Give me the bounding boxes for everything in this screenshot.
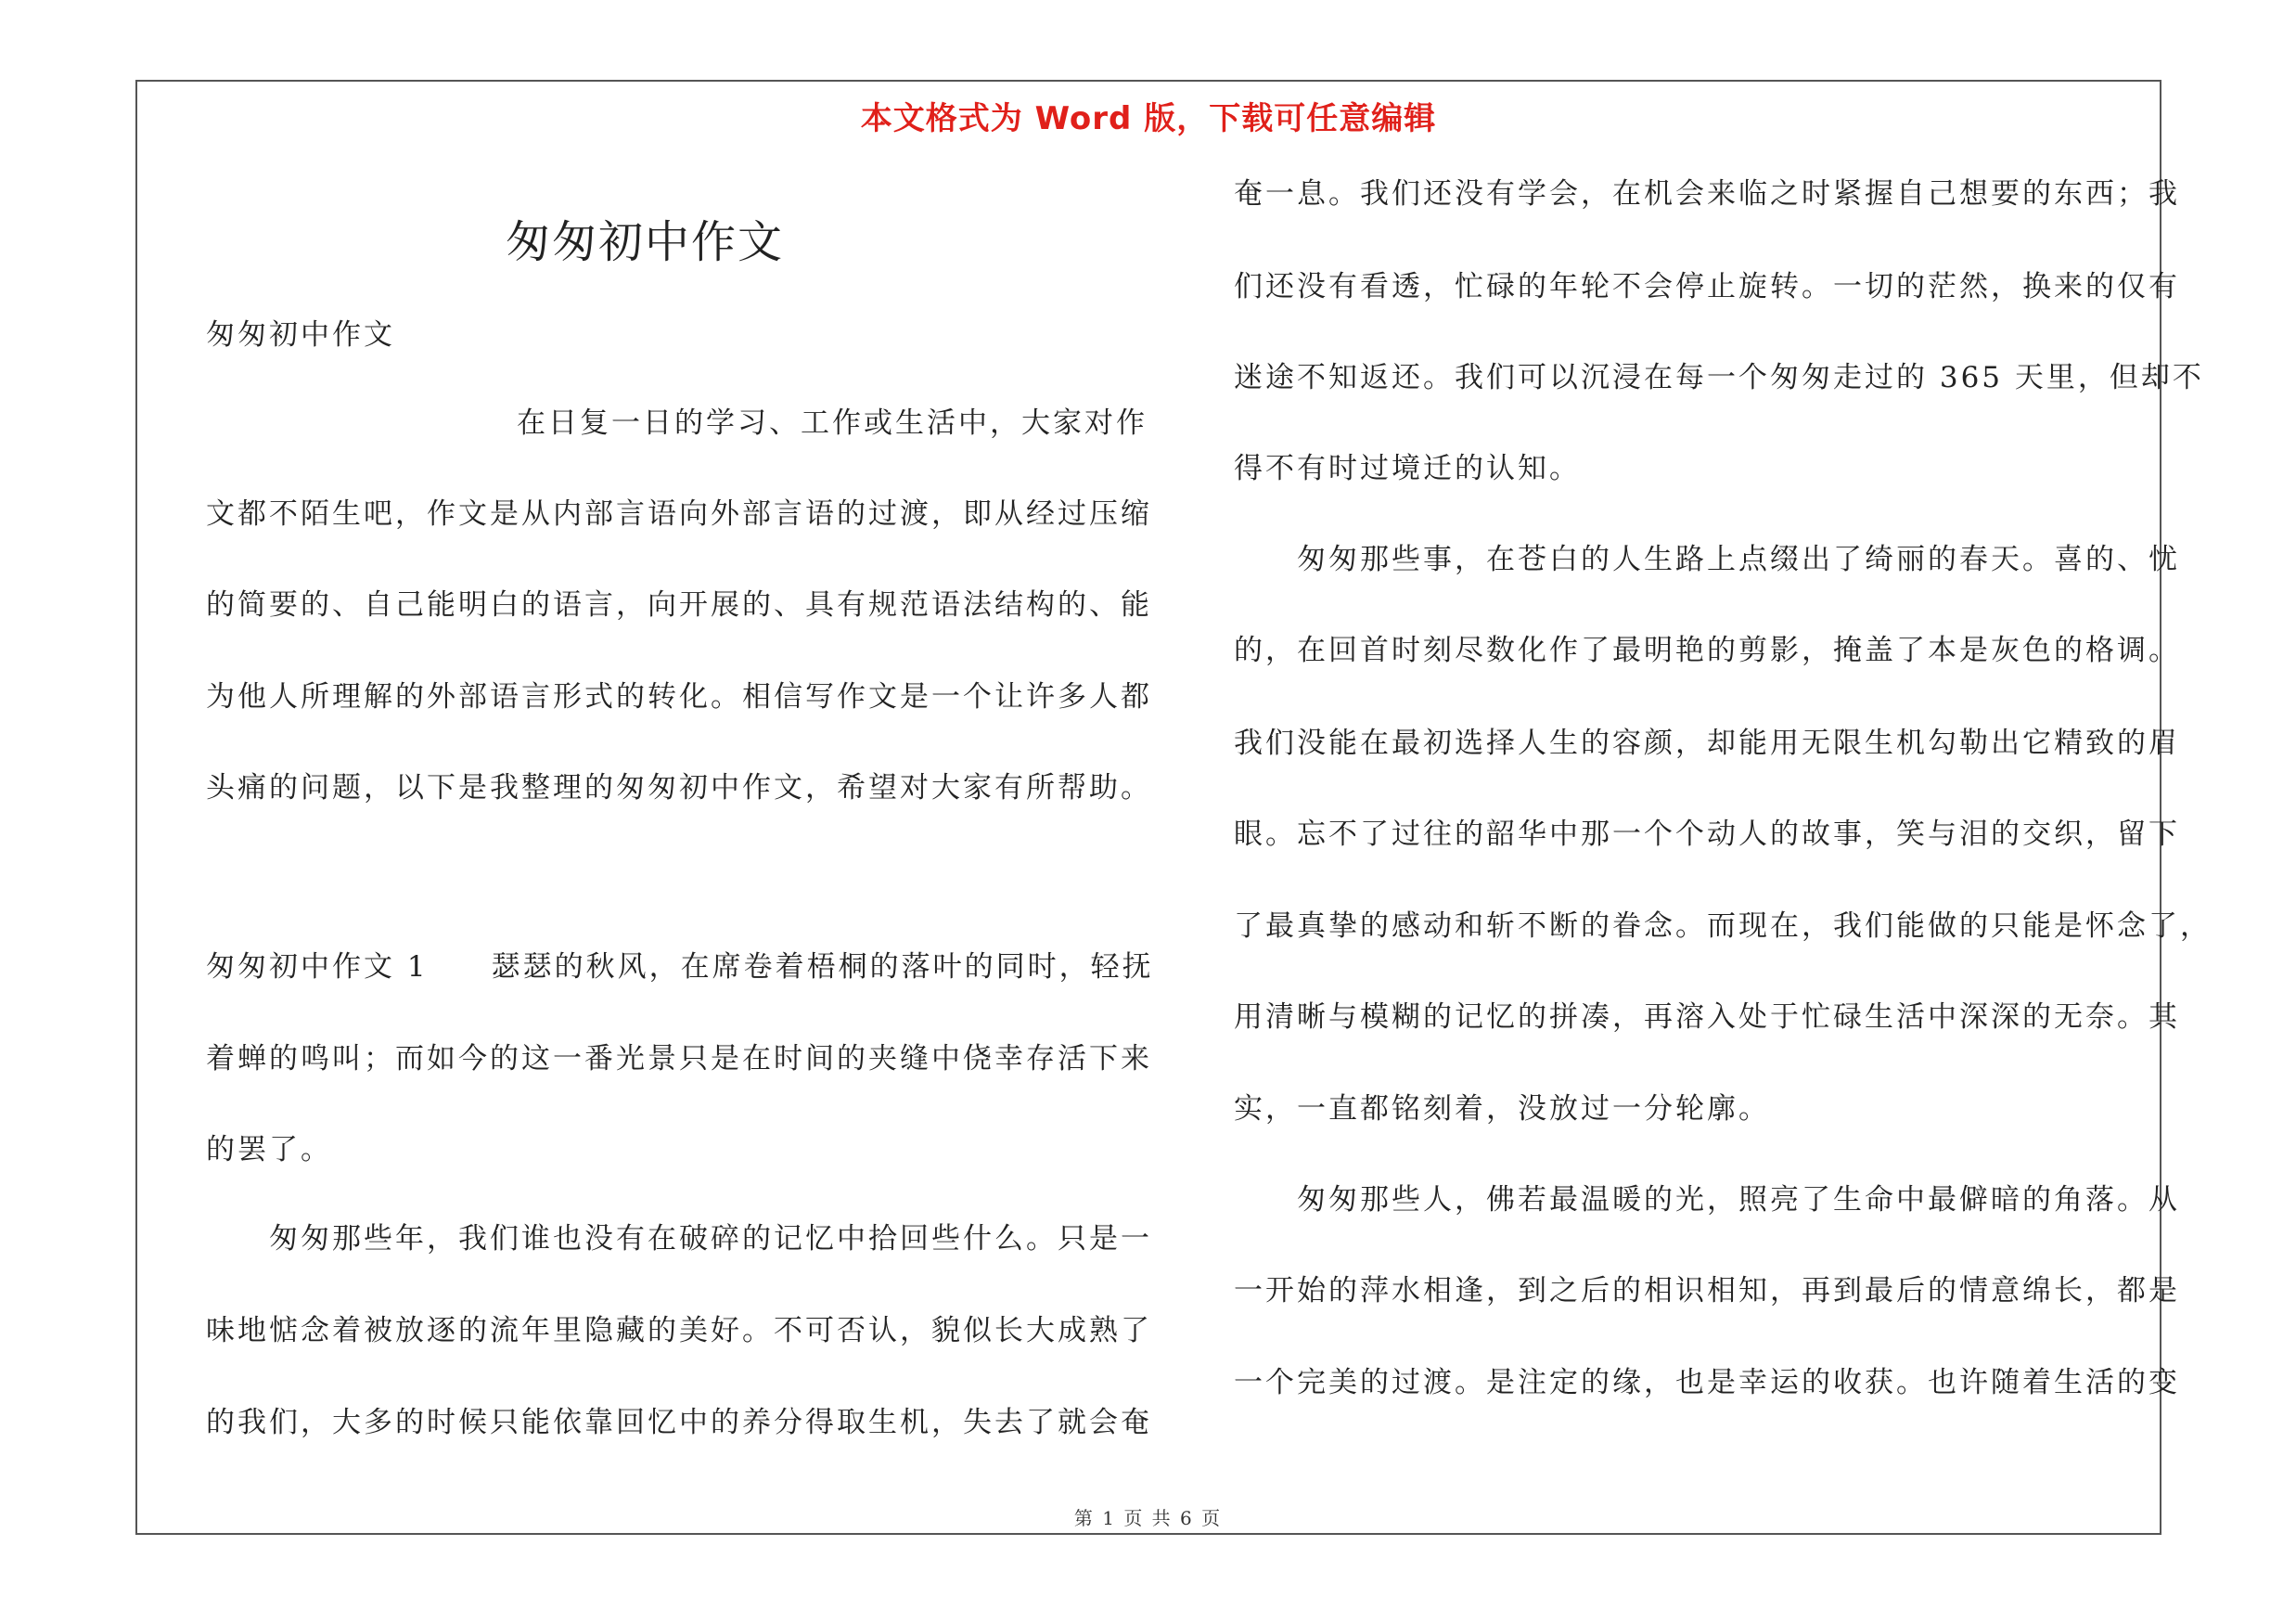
text-line: 得不有时过境迁的认知。 [1234, 452, 1581, 485]
text-line: 在日复一日的学习、工作或生活中，大家对作 [517, 406, 1148, 440]
format-banner: 本文格式为 Word 版，下载可任意编辑 [860, 100, 1437, 137]
text-line: 匆匆初中作文 1 瑟瑟的秋风，在席卷着梧桐的落叶的同时，轻抚 [206, 950, 1154, 984]
text-line: 为他人所理解的外部语言形式的转化。相信写作文是一个让许多人都 [206, 680, 1152, 714]
text-line: 头痛的问题，以下是我整理的匆匆初中作文，希望对大家有所帮助。 [206, 771, 1152, 805]
text-line: 迷途不知返还。我们可以沉浸在每一个匆匆走过的 365 天里，但却不 [1234, 361, 2204, 394]
text-line: 奄一息。我们还没有学会，在机会来临之时紧握自己想要的东西；我 [1234, 177, 2180, 211]
text-line: 匆匆初中作文 [206, 318, 395, 352]
document-title: 匆匆初中作文 [506, 216, 785, 268]
text-line: 味地惦念着被放逐的流年里隐藏的美好。不可否认，貌似长大成熟了 [206, 1314, 1152, 1347]
text-line: 了最真挚的感动和斩不断的眷念。而现在，我们能做的只能是怀念了， [1234, 909, 2212, 943]
text-line: 一个完美的过渡。是注定的缘，也是幸运的收获。也许随着生活的变 [1234, 1366, 2180, 1399]
page-footer: 第 1 页 共 6 页 [1073, 1507, 1223, 1529]
text-line: 的，在回首时刻尽数化作了最明艳的剪影，掩盖了本是灰色的格调。 [1234, 634, 2180, 667]
text-line: 匆匆那些人，佛若最温暖的光，照亮了生命中最僻暗的角落。从 [1234, 1183, 2180, 1217]
text-line: 们还没有看透，忙碌的年轮不会停止旋转。一切的茫然，换来的仅有 [1234, 270, 2180, 303]
text-line: 的罢了。 [206, 1133, 332, 1166]
text-line: 匆匆那些事，在苍白的人生路上点缀出了绮丽的春天。喜的、忧 [1234, 543, 2180, 576]
text-line: 一开始的萍水相逢，到之后的相识相知，再到最后的情意绵长，都是 [1234, 1274, 2180, 1307]
text-line: 的简要的、自己能明白的语言，向开展的、具有规范语法结构的、能 [206, 588, 1152, 622]
text-line: 实，一直都铭刻着，没放过一分轮廓。 [1234, 1092, 1770, 1126]
text-line: 用清晰与模糊的记忆的拼凑，再溶入处于忙碌生活中深深的无奈。其 [1234, 1000, 2180, 1034]
text-line: 眼。忘不了过往的韶华中那一个个动人的故事，笑与泪的交织，留下 [1234, 818, 2180, 851]
text-line: 的我们，大多的时候只能依靠回忆中的养分得取生机，失去了就会奄 [206, 1406, 1152, 1439]
text-line: 匆匆那些年，我们谁也没有在破碎的记忆中拾回些什么。只是一 [206, 1222, 1152, 1256]
text-line: 着蝉的鸣叫；而如今的这一番光景只是在时间的夹缝中侥幸存活下来 [206, 1042, 1152, 1076]
text-line: 我们没能在最初选择人生的容颜，却能用无限生机勾勒出它精致的眉 [1234, 727, 2180, 760]
text-line: 文都不陌生吧，作文是从内部言语向外部言语的过渡，即从经过压缩 [206, 497, 1152, 531]
